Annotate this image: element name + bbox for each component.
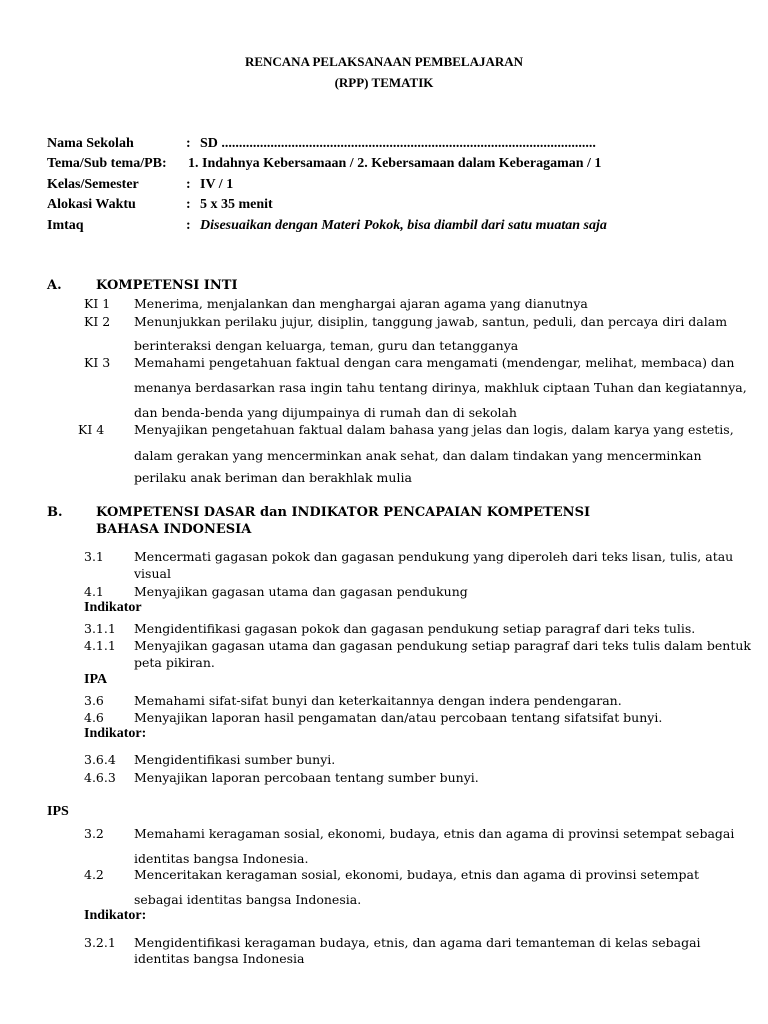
identity-value: 1. Indahnya Kebersamaan / 2. Kebersamaan dalam Keberagaman / 1 <box>188 156 602 171</box>
indikator-text: Mengidentifikasi sumber bunyi. <box>134 752 336 767</box>
identity-colon: : <box>186 197 191 212</box>
ki-code: KI 1 <box>84 296 111 311</box>
indikator-code: 3.1.1 <box>84 621 116 636</box>
indikator-code: 3.6.4 <box>84 752 116 767</box>
ki-code: KI 4 <box>78 422 105 437</box>
indikator-text: peta pikiran. <box>134 655 215 670</box>
kd-code: 4.6 <box>84 710 104 725</box>
indikator-text: Menyajikan laporan percobaan tentang sumber bunyi. <box>134 770 479 785</box>
ki-text: dan benda-benda yang dijumpainya di rumah dan di sekolah <box>134 405 517 420</box>
identity-value: SD ........................................................................................................... <box>200 136 596 151</box>
identity-value: 5 x 35 menit <box>200 197 273 212</box>
kd-text: Menyajikan laporan hasil pengamatan dan/atau percobaan tentang sifatsifat bunyi. <box>134 710 663 725</box>
indikator-text: Mengidentifikasi gagasan pokok dan gagasan pendukung setiap paragraf dari teks tulis. <box>134 621 696 636</box>
kd-code: 3.2 <box>84 826 104 841</box>
kd-text: sebagai identitas bangsa Indonesia. <box>134 892 362 907</box>
ki-text: dalam gerakan yang mencerminkan anak sehat, dan dalam tindakan yang mencerminkan <box>134 448 702 463</box>
kd-text: identitas bangsa Indonesia. <box>134 851 309 866</box>
indikator-text: identitas bangsa Indonesia <box>134 951 305 966</box>
indikator-label: Indikator <box>84 600 142 615</box>
section-title: KOMPETENSI INTI <box>96 278 238 293</box>
kd-text: Menceritakan keragaman sosial, ekonomi, budaya, etnis dan agama di provinsi setempat <box>134 867 699 882</box>
ki-text: Menerima, menjalankan dan menghargai ajaran agama yang dianutnya <box>134 296 588 311</box>
ki-text: perilaku anak beriman dan berakhlak mulia <box>134 470 412 485</box>
ki-text: Memahami pengetahuan faktual dengan cara mengamati (mendengar, melihat, membaca) dan <box>134 355 735 370</box>
indikator-code: 4.1.1 <box>84 638 116 653</box>
indikator-text: Mengidentifikasi keragaman budaya, etnis, dan agama dari temanteman di kelas sebagai <box>134 935 701 950</box>
subject-heading: IPA <box>84 672 108 687</box>
identity-label: Imtaq <box>47 218 84 233</box>
ki-code: KI 3 <box>84 355 111 370</box>
ki-text: Menyajikan pengetahuan faktual dalam bahasa yang jelas dan logis, dalam karya yang estetis, <box>134 422 734 437</box>
identity-colon: : <box>186 218 191 233</box>
section-letter: A. <box>47 278 62 293</box>
kd-text: Menyajikan gagasan utama dan gagasan pendukung <box>134 584 468 599</box>
indikator-code: 3.2.1 <box>84 935 116 950</box>
identity-label: Alokasi Waktu <box>47 197 136 212</box>
subject-heading: BAHASA INDONESIA <box>96 522 252 537</box>
identity-colon: : <box>186 136 191 151</box>
indikator-label: Indikator: <box>84 908 147 923</box>
subject-heading: IPS <box>47 804 69 819</box>
kd-text: Memahami sifat-sifat bunyi dan keterkaitannya dengan indera pendengaran. <box>134 693 622 708</box>
indikator-code: 4.6.3 <box>84 770 116 785</box>
ki-text: berinteraksi dengan keluarga, teman, guru dan tetangganya <box>134 338 519 353</box>
ki-text: menanya berdasarkan rasa ingin tahu tentang dirinya, makhluk ciptaan Tuhan dan kegiatannya, <box>134 380 747 395</box>
identity-label: Tema/Sub tema/PB: <box>47 156 167 171</box>
indikator-text: Menyajikan gagasan utama dan gagasan pendukung setiap paragraf dari teks tulis dalam bentuk <box>134 638 751 653</box>
kd-code: 4.2 <box>84 867 104 882</box>
identity-label: Kelas/Semester <box>47 177 139 192</box>
kd-code: 3.6 <box>84 693 104 708</box>
kd-text: visual <box>134 566 171 581</box>
section-title: KOMPETENSI DASAR dan INDIKATOR PENCAPAIAN KOMPETENSI <box>96 505 591 520</box>
doc-title: RENCANA PELAKSANAAN PEMBELAJARAN <box>244 54 524 69</box>
ki-code: KI 2 <box>84 314 111 329</box>
indikator-label: Indikator: <box>84 726 147 741</box>
kd-code: 3.1 <box>84 549 104 564</box>
kd-code: 4.1 <box>84 584 104 599</box>
section-letter: B. <box>47 505 63 520</box>
doc-subtitle: (RPP) TEMATIK <box>334 75 434 90</box>
identity-value: Disesuaikan dengan Materi Pokok, bisa diambil dari satu muatan saja <box>200 218 607 233</box>
kd-text: Mencermati gagasan pokok dan gagasan pendukung yang diperoleh dari teks lisan, tulis, atau <box>134 549 734 564</box>
identity-colon: : <box>186 177 191 192</box>
identity-label: Nama Sekolah <box>47 136 134 151</box>
identity-value: IV / 1 <box>200 177 234 192</box>
kd-text: Memahami keragaman sosial, ekonomi, budaya, etnis dan agama di provinsi setempat sebagai <box>134 826 735 841</box>
ki-text: Menunjukkan perilaku jujur, disiplin, tanggung jawab, santun, peduli, dan percaya diri dalam <box>134 314 728 329</box>
